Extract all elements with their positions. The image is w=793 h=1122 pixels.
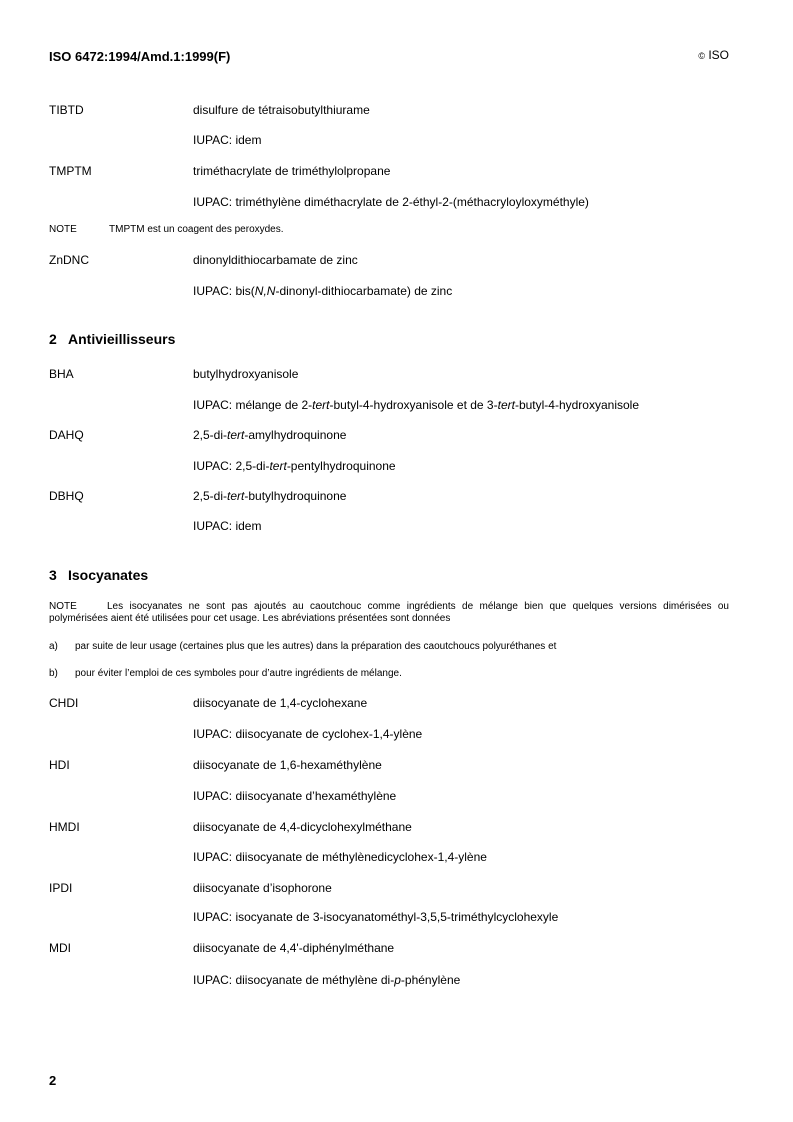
list-marker: a) [49, 641, 58, 652]
entry-abbr: CHDI [49, 696, 79, 710]
entry-name: 2,5-di-tert-amylhydroquinone [193, 428, 347, 442]
entry-name: triméthacrylate de triméthylolpropane [193, 164, 391, 178]
entry-abbr: TIBTD [49, 103, 84, 117]
document-id: ISO 6472:1994/Amd.1:1999(F) [49, 49, 231, 64]
entry-iupac: IUPAC: diisocyanate d’hexaméthylène [193, 789, 397, 803]
list-marker: b) [49, 668, 58, 679]
note-tmptm [49, 224, 284, 236]
entry-iupac: IUPAC: mélange de 2-tert-butyl-4-hydroxyanisole et de 3-tert-butyl-4-hydroxyanisole [193, 398, 640, 412]
entry-abbr: TMPTM [49, 164, 92, 178]
entry-abbr: IPDI [49, 881, 73, 895]
entry-iupac: IUPAC: diisocyanate de méthylènedicyclohex-1,4-ylène [193, 850, 487, 864]
entry-name: diisocyanate d’isophorone [193, 881, 332, 895]
entry-iupac: IUPAC: isocyanate de 3-isocyanatométhyl-3,5,5-triméthylcyclohexyle [193, 910, 559, 924]
section-title: Antivieillisseurs [68, 331, 176, 347]
section-heading-3 [49, 567, 148, 583]
section-title: Isocyanates [68, 567, 149, 583]
entry-abbr: ZnDNC [49, 253, 90, 267]
copyright-symbol: © [698, 51, 705, 61]
entry-iupac: IUPAC: bis(N,N-dinonyl-dithiocarbamate) de zinc [193, 284, 453, 298]
entry-iupac: IUPAC: triméthylène diméthacrylate de 2-éthyl-2-(méthacryloyloxyméthyle) [193, 195, 589, 209]
note-label: NOTE [49, 601, 77, 612]
entry-name: diisocyanate de 4,4-dicyclohexylméthane [193, 820, 412, 834]
entry-name: 2,5-di-tert-butylhydroquinone [193, 489, 347, 503]
entry-name: diisocyanate de 1,4-cyclohexane [193, 696, 368, 710]
list-item [49, 668, 402, 680]
entry-iupac: IUPAC: 2,5-di-tert-pentylhydroquinone [193, 459, 396, 473]
section-heading-2 [49, 331, 175, 347]
entry-name: diisocyanate de 1,6-hexaméthylène [193, 758, 382, 772]
section-number: 3 [49, 567, 57, 583]
copyright [698, 48, 729, 62]
entry-abbr: HDI [49, 758, 70, 772]
list-item [49, 641, 556, 653]
entry-name: dinonyldithiocarbamate de zinc [193, 253, 358, 267]
entry-abbr: DBHQ [49, 489, 84, 503]
entry-name: diisocyanate de 4,4'-diphénylméthane [193, 941, 395, 955]
entry-iupac: IUPAC: idem [193, 133, 262, 147]
note-label: NOTE [49, 224, 77, 235]
entry-iupac: IUPAC: idem [193, 519, 262, 533]
entry-abbr: MDI [49, 941, 71, 955]
entry-iupac: IUPAC: diisocyanate de cyclohex-1,4-ylène [193, 727, 423, 741]
page-number: 2 [49, 1073, 57, 1088]
entry-abbr: BHA [49, 367, 74, 381]
note-text: TMPTM est un coagent des peroxydes. [109, 224, 284, 235]
entry-name: disulfure de tétraisobutylthiurame [193, 103, 370, 117]
entry-iupac: IUPAC: diisocyanate de méthylène di-p-phénylène [193, 973, 461, 987]
copyright-holder: ISO [708, 48, 729, 62]
list-text: par suite de leur usage (certaines plus que les autres) dans la préparation des caoutchoucs polyuréthanes et [75, 641, 557, 652]
entry-abbr: DAHQ [49, 428, 84, 442]
entry-name: butylhydroxyanisole [193, 367, 299, 381]
note-isocyanates [49, 601, 729, 624]
note-text: Les isocyanates ne sont pas ajoutés au caoutchouc comme ingrédients de mélange bien que quelques versions dimérisées ou polymérisées aient été utilisées pour cet usage. Les abréviations présentées sont données [49, 601, 729, 624]
entry-abbr: HMDI [49, 820, 80, 834]
section-number: 2 [49, 331, 57, 347]
list-text: pour éviter l’emploi de ces symboles pour d’autre ingrédients de mélange. [75, 668, 402, 679]
